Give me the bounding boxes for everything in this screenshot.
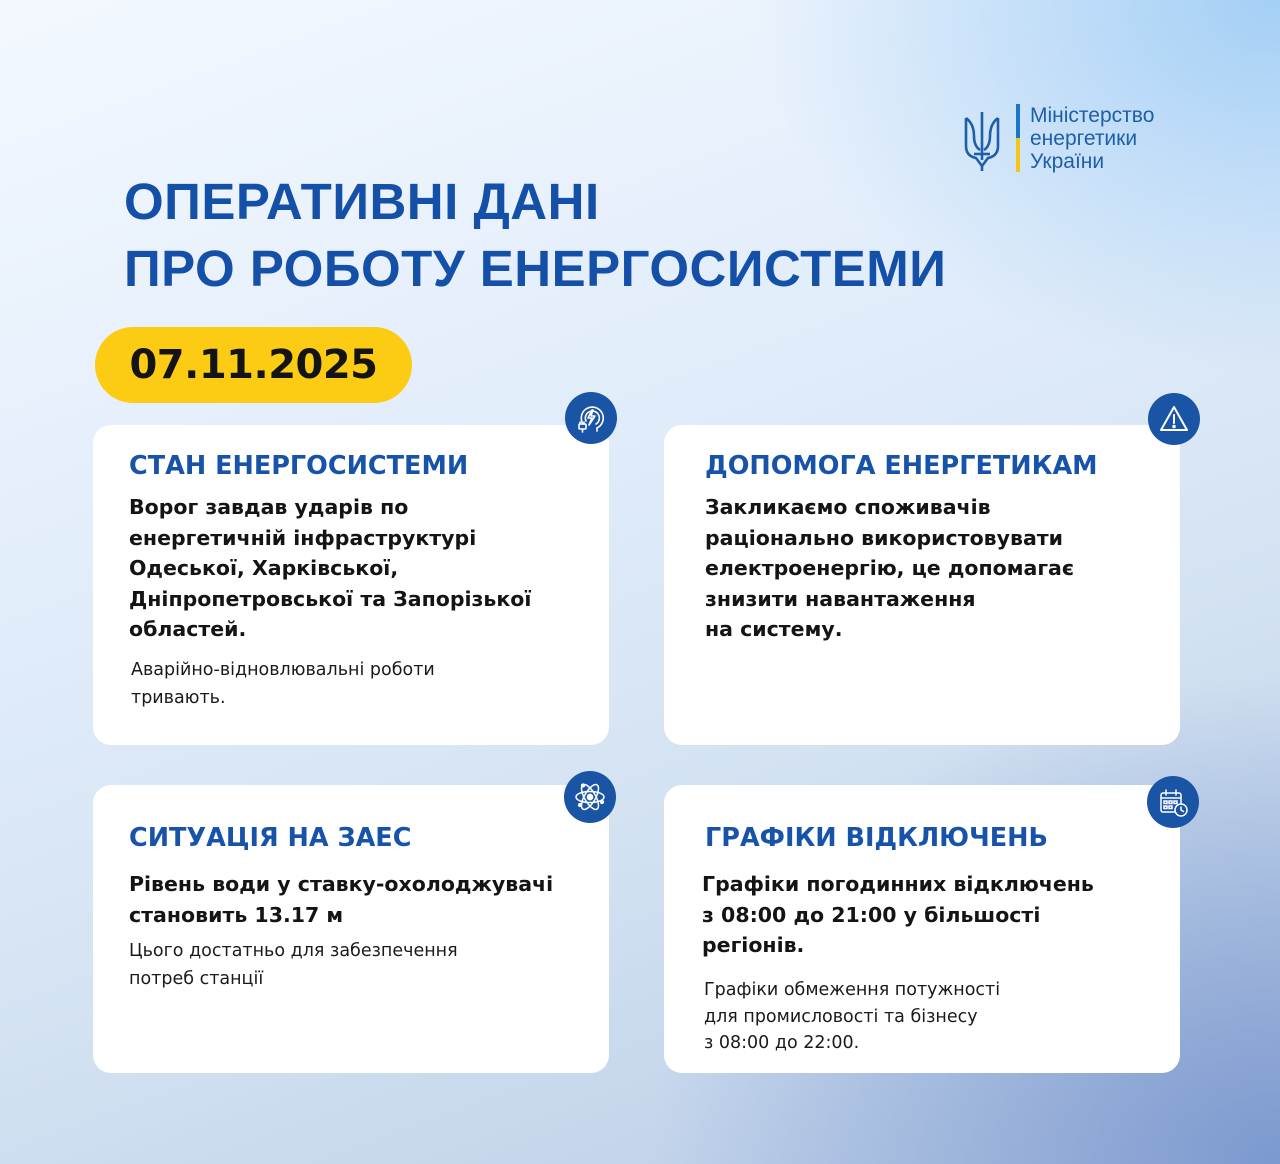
text-line: Графіки погодинних відключень <box>702 872 1094 896</box>
text-line: знизити навантаження <box>705 586 976 611</box>
card-title: СИТУАЦІЯ НА ЗАЕС <box>129 823 412 853</box>
card-sub-text <box>704 977 1000 1057</box>
text-line: тривають. <box>131 688 226 708</box>
card-sub-text <box>131 656 435 712</box>
atom-icon <box>564 771 616 823</box>
date-text: 07.11.2025 <box>129 342 378 388</box>
text-line: регіонів. <box>702 933 805 957</box>
card-main-text <box>705 492 1074 645</box>
text-line: з 08:00 до 21:00 у більшості <box>702 902 1041 927</box>
card-zaporizhzhia-npp <box>93 785 609 1073</box>
page-title-line-1: ОПЕРАТИВНІ ДАНІ <box>124 173 600 230</box>
text-line: Одеської, Харківської, <box>129 556 399 580</box>
text-line: Графіки обмеження потужності <box>704 980 1001 1000</box>
text-line: на систему. <box>705 617 843 641</box>
card-outage-schedules <box>664 785 1180 1073</box>
ministry-name-line-3: України <box>1030 150 1105 173</box>
text-line: Ворог завдав ударів по <box>129 495 409 519</box>
card-title: СТАН ЕНЕРГОСИСТЕМИ <box>129 451 469 481</box>
card-title: ГРАФІКИ ВІДКЛЮЧЕНЬ <box>705 823 1048 853</box>
text-line: Рівень води у ставку-охолоджувачі <box>129 872 554 896</box>
ministry-logo <box>962 104 1154 173</box>
text-line: Дніпропетровської та Запорізької <box>129 586 532 611</box>
calendar-clock-icon <box>1147 776 1199 828</box>
text-line: Цього достатньо для забезпечення <box>129 941 458 961</box>
card-main-text <box>129 492 531 645</box>
card-sub-text <box>129 937 458 993</box>
page-title <box>124 168 946 302</box>
logo-divider <box>1016 104 1020 172</box>
ministry-name-line-1: Міністерство <box>1030 104 1155 127</box>
card-help-energy-workers <box>664 425 1180 745</box>
card-main-text <box>702 869 1094 961</box>
date-badge <box>95 327 412 403</box>
text-line: потреб станції <box>129 969 264 989</box>
page-title-line-2: ПРО РОБОТУ ЕНЕРГОСИСТЕМИ <box>124 240 947 297</box>
plug-lightning-icon <box>565 392 617 444</box>
trident-icon <box>962 110 1002 172</box>
text-line: Закликаємо споживачів <box>705 495 991 519</box>
text-line: областей. <box>129 617 247 641</box>
text-line: раціонально використовувати <box>705 525 1064 550</box>
warning-icon <box>1148 393 1200 445</box>
text-line: для промисловості та бізнесу <box>704 1006 978 1027</box>
text-line: становить 13.17 м <box>129 902 344 927</box>
card-main-text <box>129 869 553 930</box>
text-line: енергетичній інфраструктурі <box>129 525 477 550</box>
ministry-name <box>1030 104 1154 173</box>
text-line: Аварійно-відновлювальні роботи <box>131 660 435 680</box>
ministry-name-line-2: енергетики <box>1030 127 1138 150</box>
card-title: ДОПОМОГА ЕНЕРГЕТИКАМ <box>705 451 1098 481</box>
text-line: електроенергію, це допомагає <box>705 556 1075 580</box>
text-line: з 08:00 до 22:00. <box>704 1033 860 1053</box>
card-grid-state <box>93 425 609 745</box>
